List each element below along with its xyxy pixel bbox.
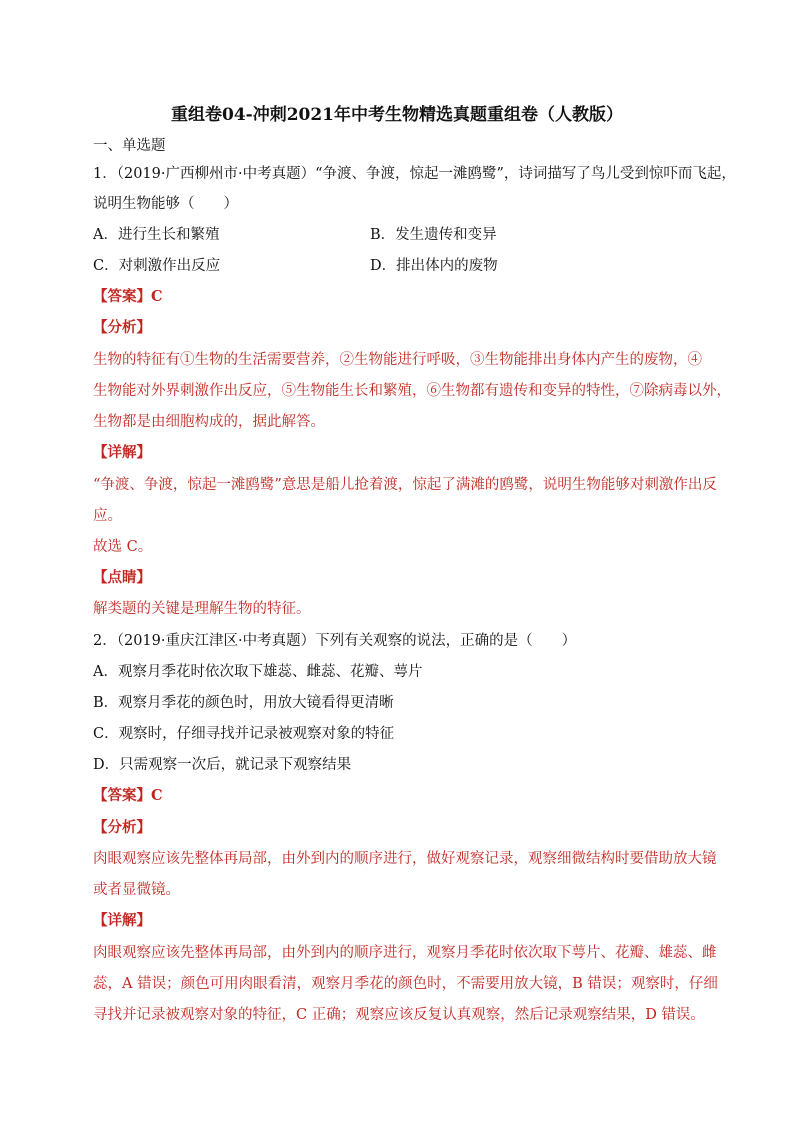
question-2-option-d: D．只需观察一次后，就记录下观察结果	[93, 757, 352, 773]
question-1-detail-line: “争渡、争渡，惊起一滩鸥鹭”意思是船儿抢着渡，惊起了满滩的鸥鹭，说明生物能够对刺激作出反	[93, 477, 717, 493]
detail-tag-text: 【详解】	[93, 912, 151, 929]
question-2-detail-line: 蕊，A 错误；颜色可用肉眼看清，观察月季花的颜色时，不需要用放大镜，B 错误；观察时，仔细	[93, 976, 718, 992]
question-1-detail-line: 故选 C。	[93, 539, 153, 555]
question-1-analysis-line: 生物的特征有①生物的生活需要营养，②生物能进行呼吸，③生物能排出身体内产生的废物，④	[93, 352, 702, 368]
question-1-option-a: A．进行生长和繁殖	[93, 227, 220, 243]
point-tag-text: 【点睛】	[93, 569, 151, 586]
question-1-point-line: 解类题的关键是理解生物的特征。	[93, 601, 311, 617]
question-1-option-b: B．发生遗传和变异	[370, 227, 497, 243]
analysis-tag	[93, 318, 151, 338]
question-1-option-d: D．排出体内的废物	[370, 258, 498, 274]
question-1-analysis-line: 生物能对外界刺激作出反应，⑤生物能生长和繁殖，⑥生物都有遗传和变异的特性，⑦除病毒以外，	[93, 383, 731, 399]
answer-value: C	[151, 288, 163, 305]
detail-tag-text: 【详解】	[93, 444, 151, 461]
question-2-detail-line: 肉眼观察应该先整体再局部，由外到内的顺序进行，观察月季花时依次取下萼片、花瓣、雄蕊、雌	[93, 945, 717, 961]
question-2-option-b: B．观察月季花的颜色时，用放大镜看得更清晰	[93, 695, 394, 711]
question-1-stem-cont: 说明生物能够（ ）	[93, 196, 238, 212]
question-1-stem: 1．（2019·广西柳州市·中考真题）“争渡、争渡，惊起一滩鸥鹭”，诗词描写了鸟儿受到惊吓而飞起，	[93, 166, 736, 182]
question-2-analysis-line: 或者显微镜。	[93, 882, 180, 898]
detail-tag	[93, 443, 151, 463]
analysis-tag-text: 【分析】	[93, 819, 151, 836]
document-title: 重组卷04-冲刺2021年中考生物精选真题重组卷（人教版）	[170, 105, 624, 125]
answer-value: C	[151, 787, 163, 804]
question-2-stem: 2．（2019·重庆江津区·中考真题）下列有关观察的说法，正确的是（ ）	[93, 633, 577, 649]
question-2-detail-line: 寻找并记录被观察对象的特征，C 正确；观察应该反复认真观察，然后记录观察结果，D 错误。	[93, 1007, 705, 1023]
question-1-option-c: C．对刺激作出反应	[93, 258, 221, 274]
question-1-detail-line: 应。	[93, 508, 122, 524]
question-2-analysis-line: 肉眼观察应该先整体再局部，由外到内的顺序进行，做好观察记录，观察细微结构时要借助放大镜	[93, 851, 717, 867]
answer-tag: 【答案】	[93, 288, 151, 305]
point-tag	[93, 568, 151, 588]
question-1-analysis-line: 生物都是由细胞构成的，据此解答。	[93, 414, 325, 430]
question-1-answer	[93, 287, 163, 307]
question-2-option-a: A．观察月季花时依次取下雄蕊、雌蕊、花瓣、萼片	[93, 664, 423, 680]
analysis-tag-text: 【分析】	[93, 319, 151, 336]
section-heading: 一、单选题	[93, 138, 166, 154]
analysis-tag	[93, 818, 151, 838]
answer-tag: 【答案】	[93, 787, 151, 804]
question-2-option-c: C．观察时，仔细寻找并记录被观察对象的特征	[93, 726, 395, 742]
detail-tag	[93, 911, 151, 931]
question-2-answer	[93, 786, 163, 806]
